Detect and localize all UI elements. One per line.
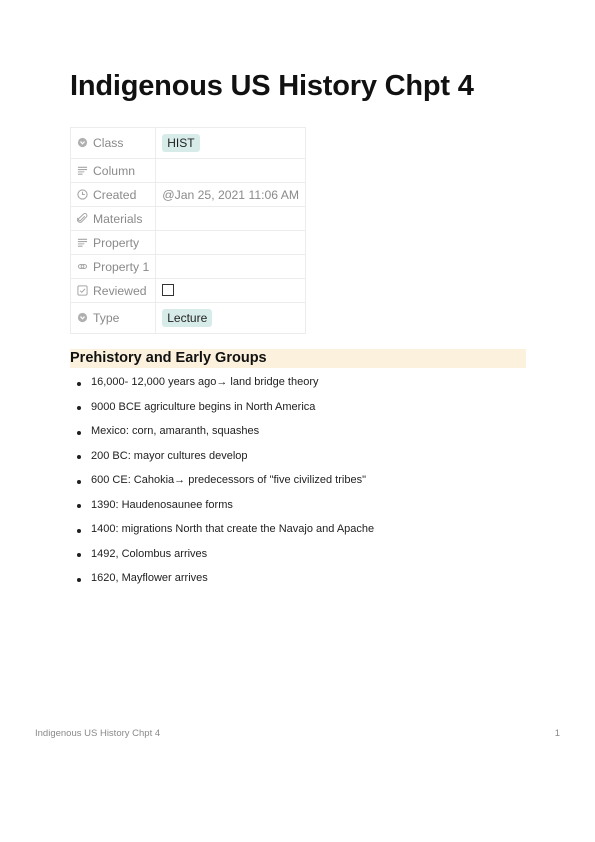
property-row-column — [71, 159, 306, 183]
property-key — [71, 128, 156, 159]
property-key — [71, 183, 156, 207]
footer-page-number: 1 — [554, 728, 560, 739]
list-item: 600 CE: Cahokia→ predecessors of "five civilized tribes" — [70, 472, 374, 497]
reviewed-checkbox[interactable] — [162, 284, 174, 296]
property-key-label: Reviewed — [93, 283, 147, 298]
list-item: 1492, Colombus arrives — [70, 546, 374, 571]
property-value[interactable] — [156, 231, 306, 255]
property-row-type — [71, 303, 306, 334]
property-key-label: Materials — [93, 211, 143, 226]
property-value[interactable] — [156, 255, 306, 279]
clock-icon — [77, 189, 88, 200]
list-item: 200 BC: mayor cultures develop — [70, 448, 374, 473]
link-icon — [77, 261, 88, 272]
property-key — [71, 279, 156, 303]
page-title: Indigenous US History Chpt 4 — [70, 70, 474, 102]
property-key-label: Created — [93, 187, 137, 202]
section-heading: Prehistory and Early Groups — [70, 349, 526, 368]
property-value[interactable] — [156, 159, 306, 183]
list-item: 16,000- 12,000 years ago→ land bridge theory — [70, 374, 374, 399]
property-key-label: Type — [93, 311, 120, 325]
property-value — [156, 279, 306, 303]
property-key-label: Property 1 — [93, 259, 150, 274]
property-value[interactable] — [156, 303, 306, 334]
bullet-list — [70, 374, 374, 595]
property-row-property — [71, 231, 306, 255]
list-item: Mexico: corn, amaranth, squashes — [70, 423, 374, 448]
property-key-label: Class — [93, 136, 124, 150]
list-item: 9000 BCE agriculture begins in North America — [70, 399, 374, 424]
property-key — [71, 159, 156, 183]
property-key — [71, 231, 156, 255]
footer-title: Indigenous US History Chpt 4 — [35, 728, 161, 739]
list-item: 1400: migrations North that create the Navajo and Apache — [70, 521, 374, 546]
property-key-label: Property — [93, 235, 140, 250]
list-item: 1390: Haudenosaunee forms — [70, 497, 374, 522]
property-key — [71, 207, 156, 231]
property-value[interactable] — [156, 128, 306, 159]
type-tag[interactable]: Lecture — [162, 309, 212, 327]
class-tag[interactable]: HIST — [162, 134, 199, 152]
property-row-class — [71, 128, 306, 159]
text-lines-icon — [77, 237, 88, 248]
checkbox-icon — [77, 285, 88, 296]
property-value[interactable] — [156, 207, 306, 231]
select-icon — [77, 137, 88, 148]
list-item: 1620, Mayflower arrives — [70, 570, 374, 595]
property-row-created — [71, 183, 306, 207]
property-value[interactable]: @Jan 25, 2021 11:06 AM — [156, 183, 306, 207]
text-lines-icon — [77, 165, 88, 176]
property-row-materials — [71, 207, 306, 231]
select-icon — [77, 312, 88, 323]
property-key — [71, 255, 156, 279]
paperclip-icon — [77, 213, 88, 224]
property-row-reviewed — [71, 279, 306, 303]
properties-table — [70, 127, 306, 334]
property-key-label: Column — [93, 163, 135, 178]
property-key — [71, 303, 156, 334]
property-row-property-1 — [71, 255, 306, 279]
